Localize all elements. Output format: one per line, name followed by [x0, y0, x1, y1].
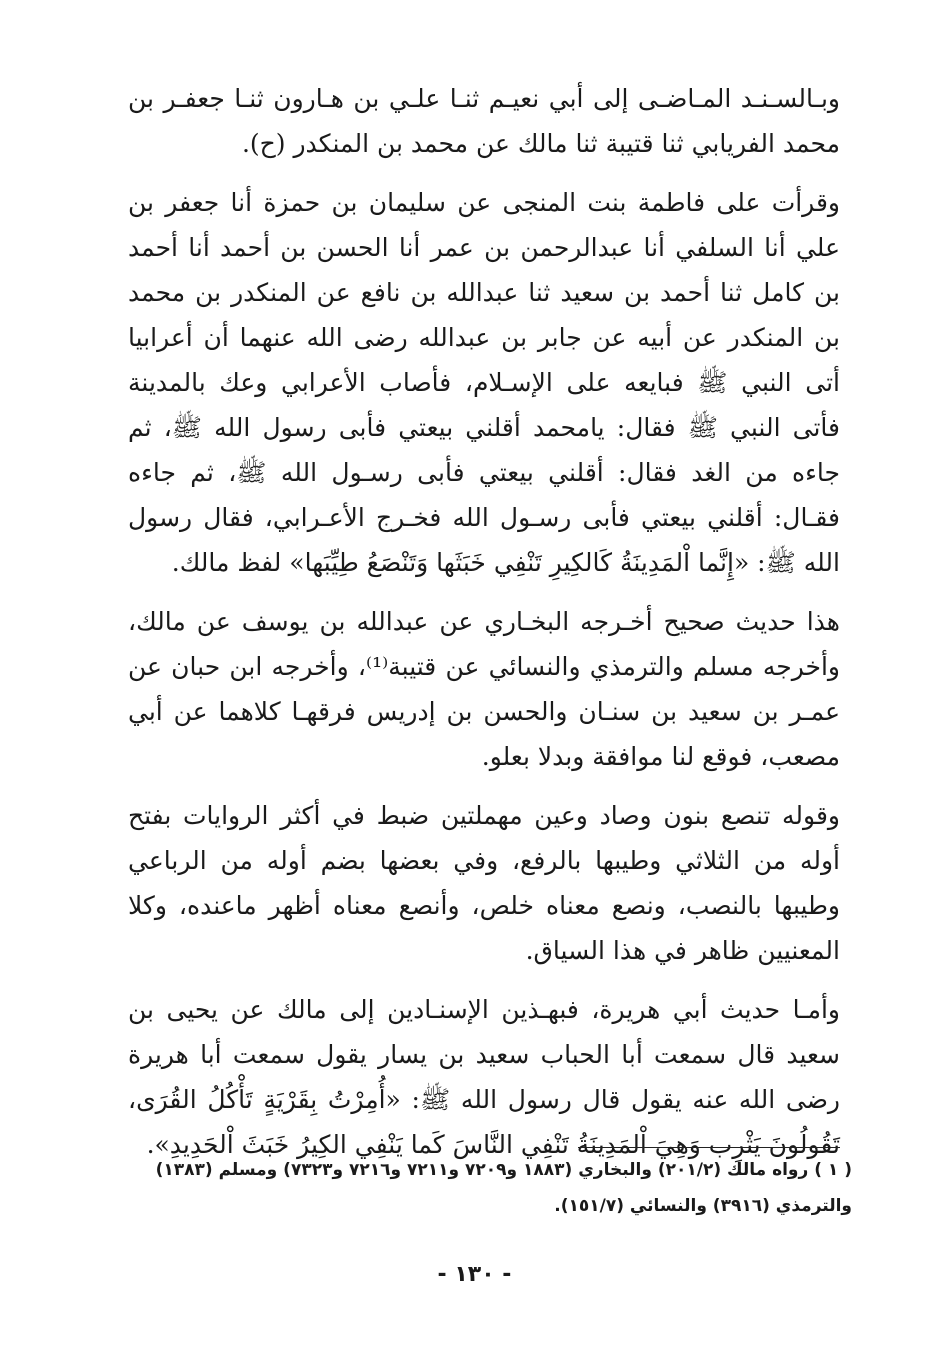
paragraph-abu-hurayra: وأمـا حديث أبي هريرة، فبهـذين الإسنـادين إلى مالك عن يحيى بن سعيد قال سمعت أبا الحباب سعيد بن يسار يقول سمعت أبا هريرة رضى الله عنه يقول قال رسول الله ﷺ: «أُمِرْتُ بِقَرْيَةٍ تَأْكُلُ القُرَى، تَقُولُونَ يَثْرِب وَهِيَ اْلمَدِينَةُ تَنْفِي النَّاسَ كَما يَنْفِي الكِيرُ خَبَثَ اْلحَدِيدِ». — [128, 995, 840, 1159]
footnote-1: ( ١ ) رواه مالك (٢٠١/٢) والبخاري (١٨٨٣ و٧٢٠٩ و٧٢١١ و٧٢١٦ و٧٣٢٣) ومسلم (١٣٨٣) والترمذي (٣٩١٦) والنسائي (١٥١/٧). — [155, 1160, 852, 1216]
page-number: - ١٣٠ - — [437, 1262, 512, 1287]
paragraph-takhrij: هذا حديث صحيح أخـرجه البخـاري عن عبدالله بن يوسف عن مالك، وأخرجه مسلم والترمذي والنسائي عن قتيبة⁽¹⁾، وأخرجه ابن حبان عن عمـر بن سعيد بن سنـان والحسن بن إدريس فرقهـا كلاهما عن أبي مصعب، فوقع لنا موافقة وبدلا بعلو. — [128, 607, 840, 771]
paragraph-isnad-1: وبـالسـنـد المـاضـى إلى أبي نعيـم ثنـا علـي بن هـارون ثنـا جعفـر بن محمد الفريابي ثنا قتيبة ثنا مالك عن محمد بن المنكدر (ح). — [128, 84, 840, 158]
footnote-separator — [578, 1147, 840, 1148]
paragraph-isnad-2: وقرأت على فاطمة بنت المنجى عن سليمان بن حمزة أنا جعفر بن علي أنا السلفي أنا عبدالرحمن بن عمر أنا الحسن بن أحمد أنا أحمد بن كامل ثنا أحمد بن سعيد ثنا عبدالله بن نافع عن المنكدر بن محمد بن المنكدر عن أبيه عن جابر بن عبدالله رضى الله عنهما أن أعرابيا أتى النبي ﷺ فبايعه على الإسـلام، فأصاب الأعرابي وعك بالمدينة فأتى النبي ﷺ فقال: يامحمد أقلني بيعتي فأبى رسول الله ﷺ، ثم جاءه من الغد فقال: أقلني بيعتي فأبى رسـول الله ﷺ، ثم جاءه فقـال: أقلني بيعتي فأبى رسـول الله فخـرج الأعـرابي، فقال رسول الله ﷺ: «إِنَّما اْلمَدِينَةُ كَالكِيرِ تَنْفِي خَبَثَها وَتَنْصَعُ طِيِّبَها» لفظ مالك. — [128, 188, 841, 577]
footnotes — [136, 1152, 852, 1224]
main-text — [128, 76, 840, 1181]
paragraph-commentary: وقوله تنصع بنون وصاد وعين مهملتين ضبط في أكثر الروايات بفتح أوله من الثلاثي وطيبها بالرفع، وفي بعضها بضم أوله من الرباعي وطيبها بالنصب، ونصع معناه خلص، وأنصع معناه أظهر ماعنده، وكلا المعنيين ظاهر في هذا السياق. — [128, 801, 840, 965]
